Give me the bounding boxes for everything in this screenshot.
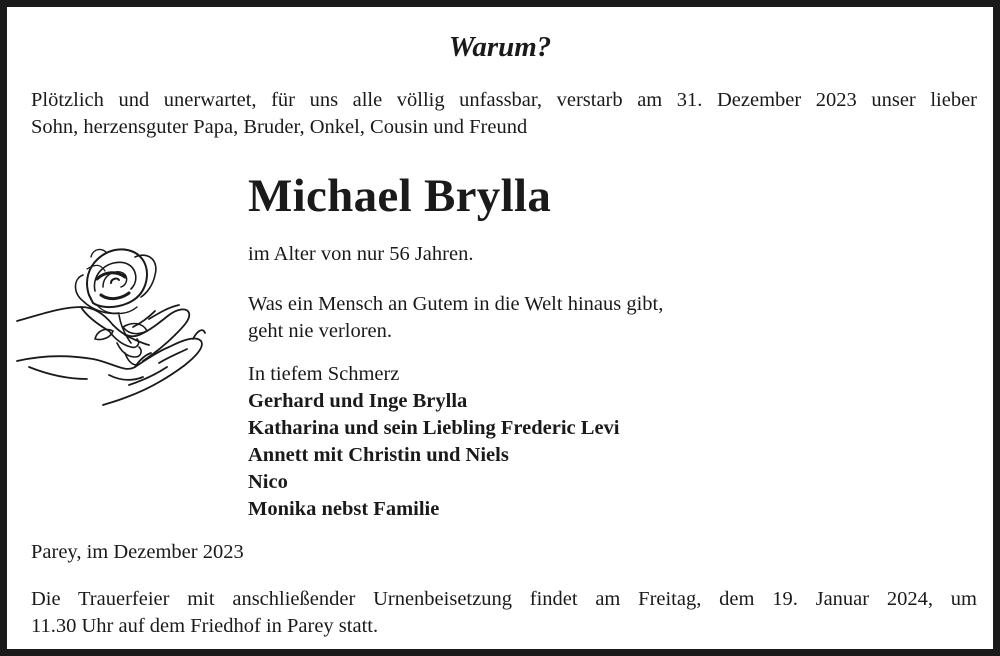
family-member: Nico [248, 471, 288, 493]
rose-in-hands-icon [9, 235, 209, 415]
memorial-quote [248, 291, 663, 345]
deceased-name: Michael Brylla [248, 170, 552, 222]
family-member: Gerhard und Inge Brylla [248, 390, 468, 412]
intro-line: Sohn, herzensguter Papa, Bruder, Onkel, Cousin und Freund [31, 116, 528, 138]
family-member: Katharina und sein Liebling Frederic Levi [248, 417, 620, 439]
quote-line: geht nie verloren. [248, 320, 393, 342]
quote-line: Was ein Mensch an Gutem in die Welt hinaus gibt, [248, 293, 664, 315]
service-info [31, 586, 977, 640]
notice-heading: Warum? [448, 31, 552, 63]
intro-line: Plötzlich und unerwartet, für uns alle völlig unfassbar, verstarb am 31. Dezember 2023 unser lieber [31, 89, 977, 111]
family-member: Annett mit Christin und Niels [248, 444, 509, 466]
service-line: Die Trauerfeier mit anschließender Urnenbeisetzung findet am Freitag, dem 19. Januar 2024, um [31, 588, 977, 610]
service-line: 11.30 Uhr auf dem Friedhof in Parey statt. [31, 615, 379, 637]
age-line: im Alter von nur 56 Jahren. [248, 243, 474, 265]
mourners-list [248, 361, 620, 523]
mourning-line: In tiefem Schmerz [248, 363, 400, 385]
family-member: Monika nebst Familie [248, 498, 440, 520]
place-date: Parey, im Dezember 2023 [31, 541, 244, 563]
intro-paragraph [31, 87, 977, 141]
